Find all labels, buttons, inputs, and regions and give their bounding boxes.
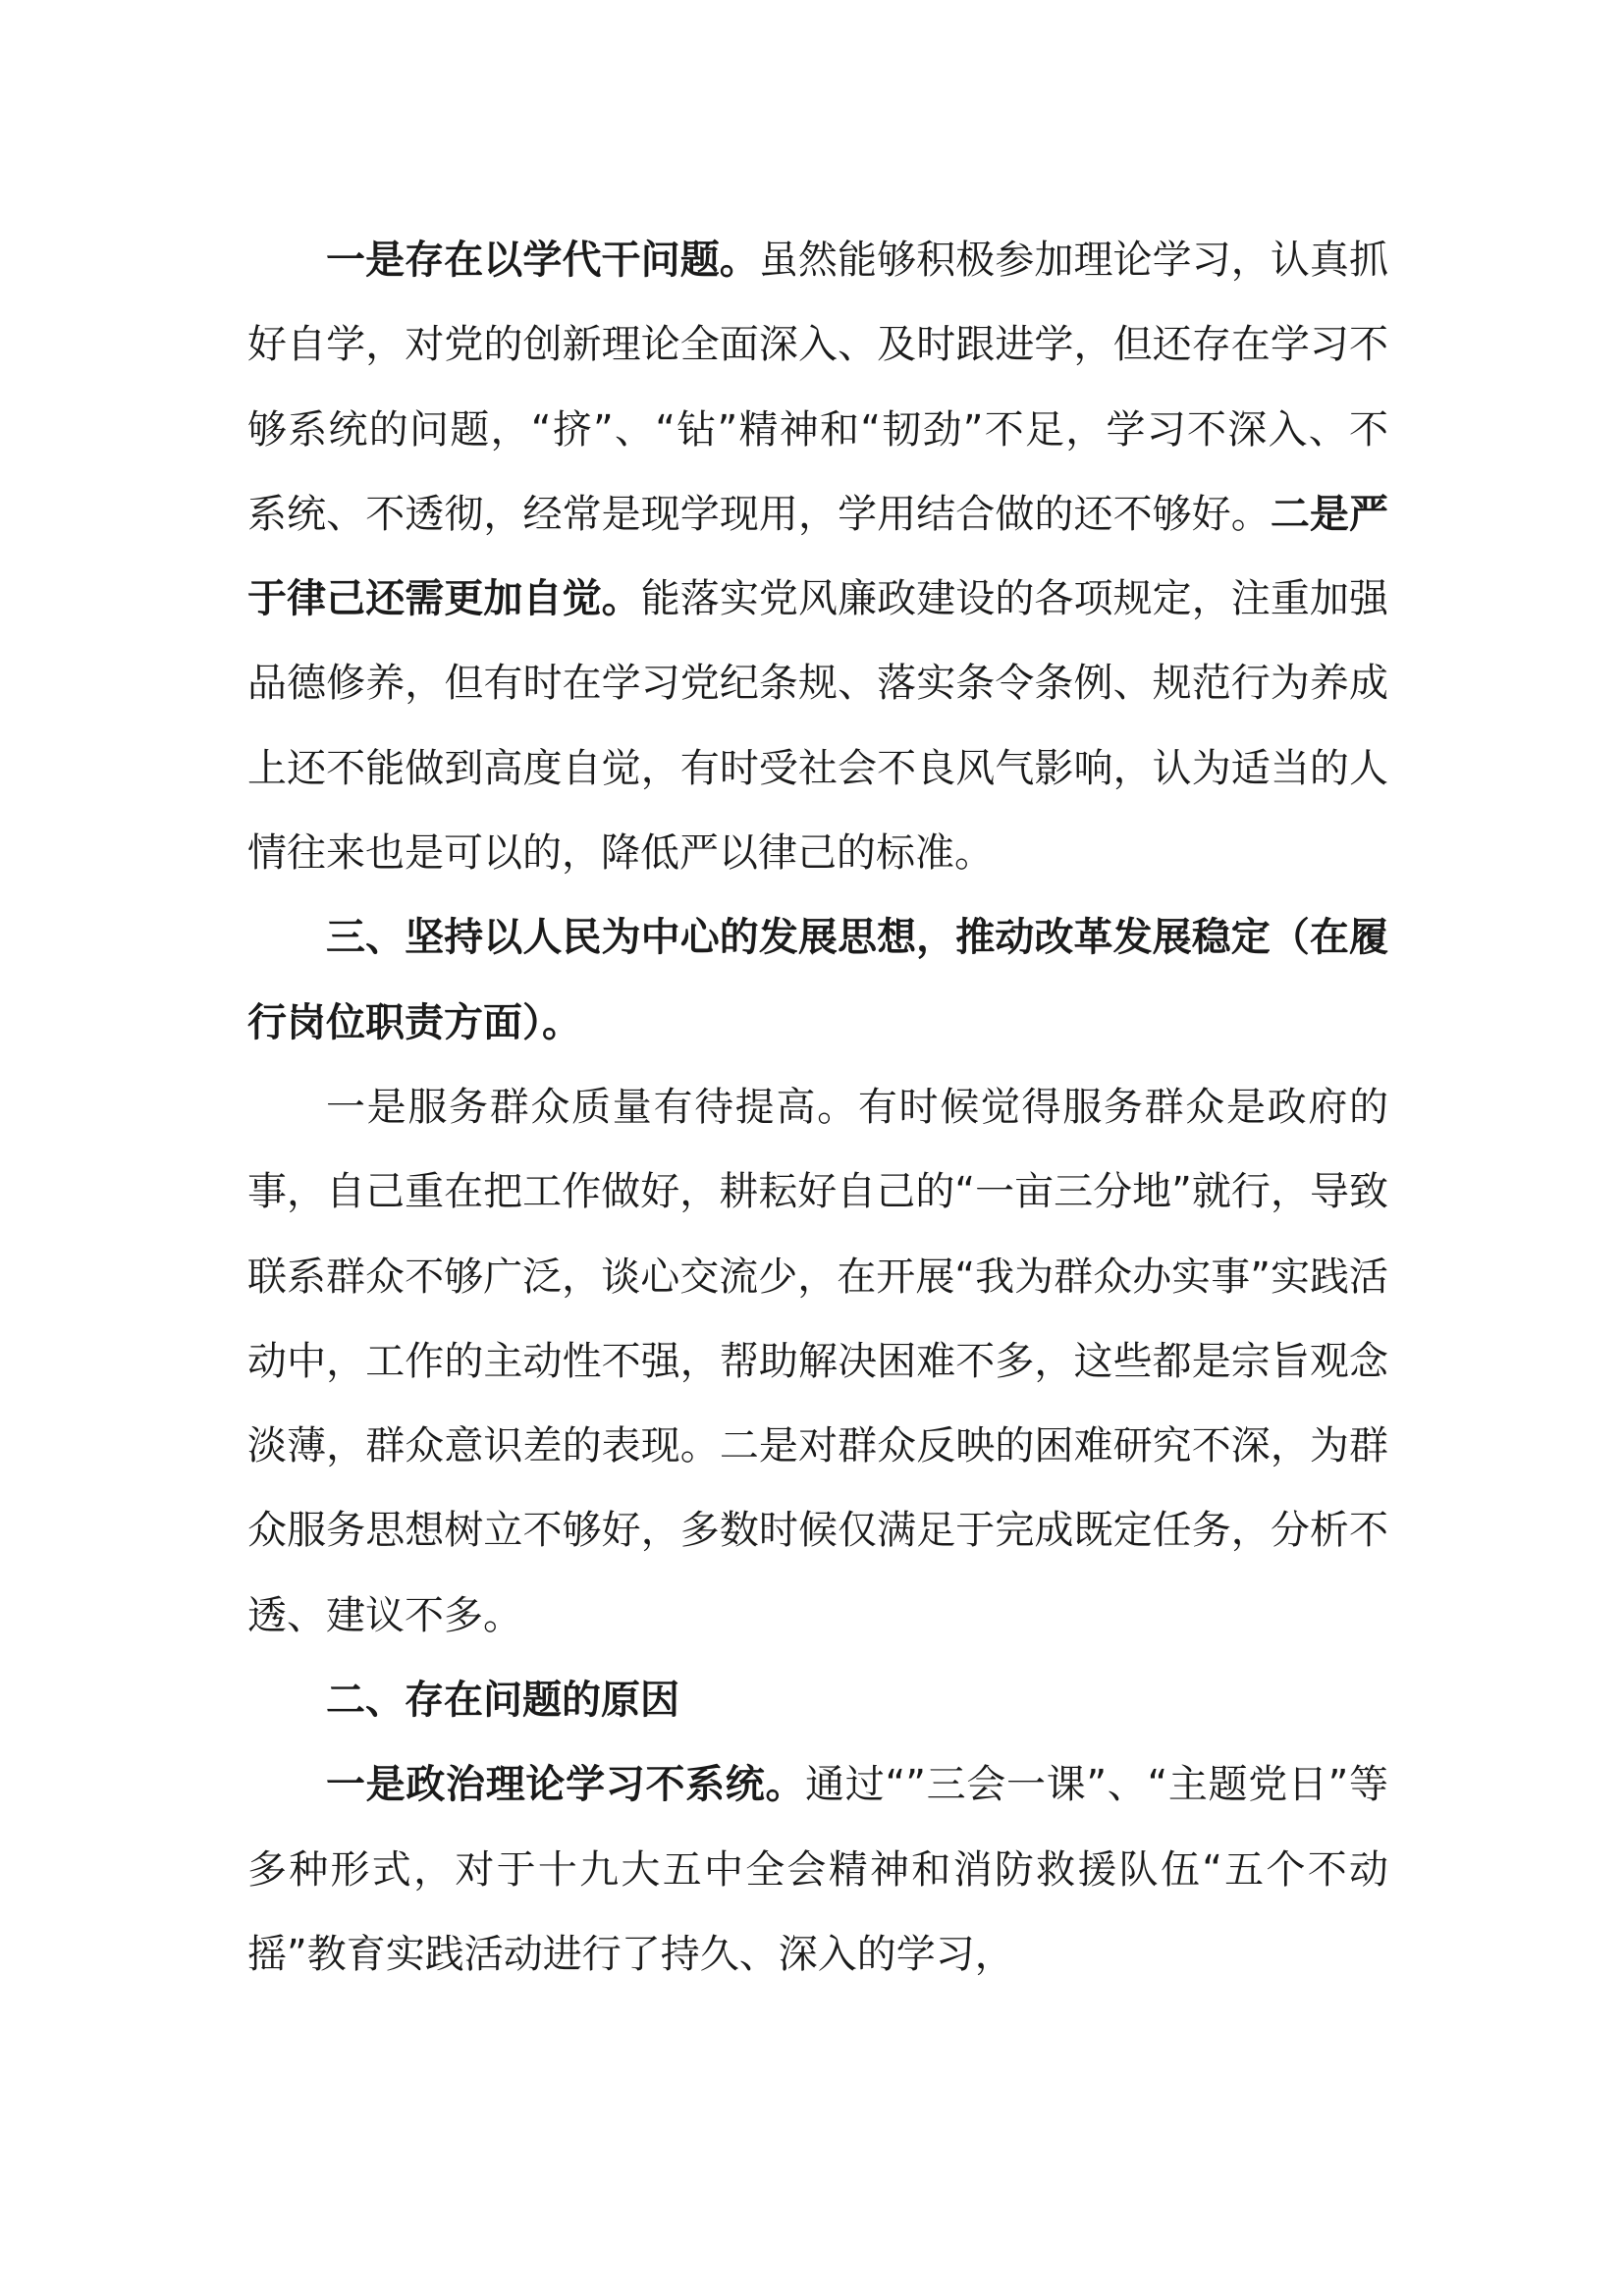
bold-lead-study-issue: 一是存在以学代干问题。 <box>326 238 759 283</box>
paragraph-problems-study-discipline <box>247 218 1388 895</box>
paragraph-text: 虽然能够积极参加理论学习，认真抓好自学，对党的创新理论全面深入、及时跟进学，但还存在学习不够系统的问题，“挤”、“钻”精神和“韧劲”不足，学习不深入、不系统、不透彻，经常是现学现用，学用结合做的还不够好。 <box>247 238 1389 537</box>
bold-lead-self-discipline: 二是严于律己还需更加自觉。 <box>247 491 1389 622</box>
paragraph-text: 通过“”三会一课”、“主题党日”等多种形式，对于十九大五中全会精神和消防救援队伍“五个不动摇”教育实践活动进行了持久、深入的学习， <box>247 1762 1388 1977</box>
bold-lead-theory-study: 一是政治理论学习不系统。 <box>326 1762 806 1808</box>
section-heading-causes: 二、存在问题的原因 <box>326 1678 679 1724</box>
section-heading-people-centered: 三、坚持以人民为中心的发展思想，推动改革发展稳定（在履行岗位职责方面）。 <box>247 915 1388 1045</box>
paragraph-theory-study <box>247 1742 1388 1997</box>
paragraph-text: 能落实党风廉政建设的各项规定，注重加强品德修养，但有时在学习党纪条规、落实条令条例、规范行为养成上还不能做到高度自觉，有时受社会不良风气影响，认为适当的人情往来也是可以的，降低严以律己的标准。 <box>247 576 1389 877</box>
document-body <box>247 218 1388 1997</box>
paragraph-service-quality: 一是服务群众质量有待提高。有时候觉得服务群众是政府的事，自己重在把工作做好，耕耘好自己的“一亩三分地”就行，导致联系群众不够广泛，谈心交流少，在开展“我为群众办实事”实践活动中，工作的主动性不强，帮助解决困难不多，这些都是宗旨观念淡薄，群众意识差的表现。二是对群众反映的困难研究不深，为群众服务思想树立不够好，多数时候仅满足于完成既定任务，分析不透、建议不多。 <box>247 1084 1388 1638</box>
